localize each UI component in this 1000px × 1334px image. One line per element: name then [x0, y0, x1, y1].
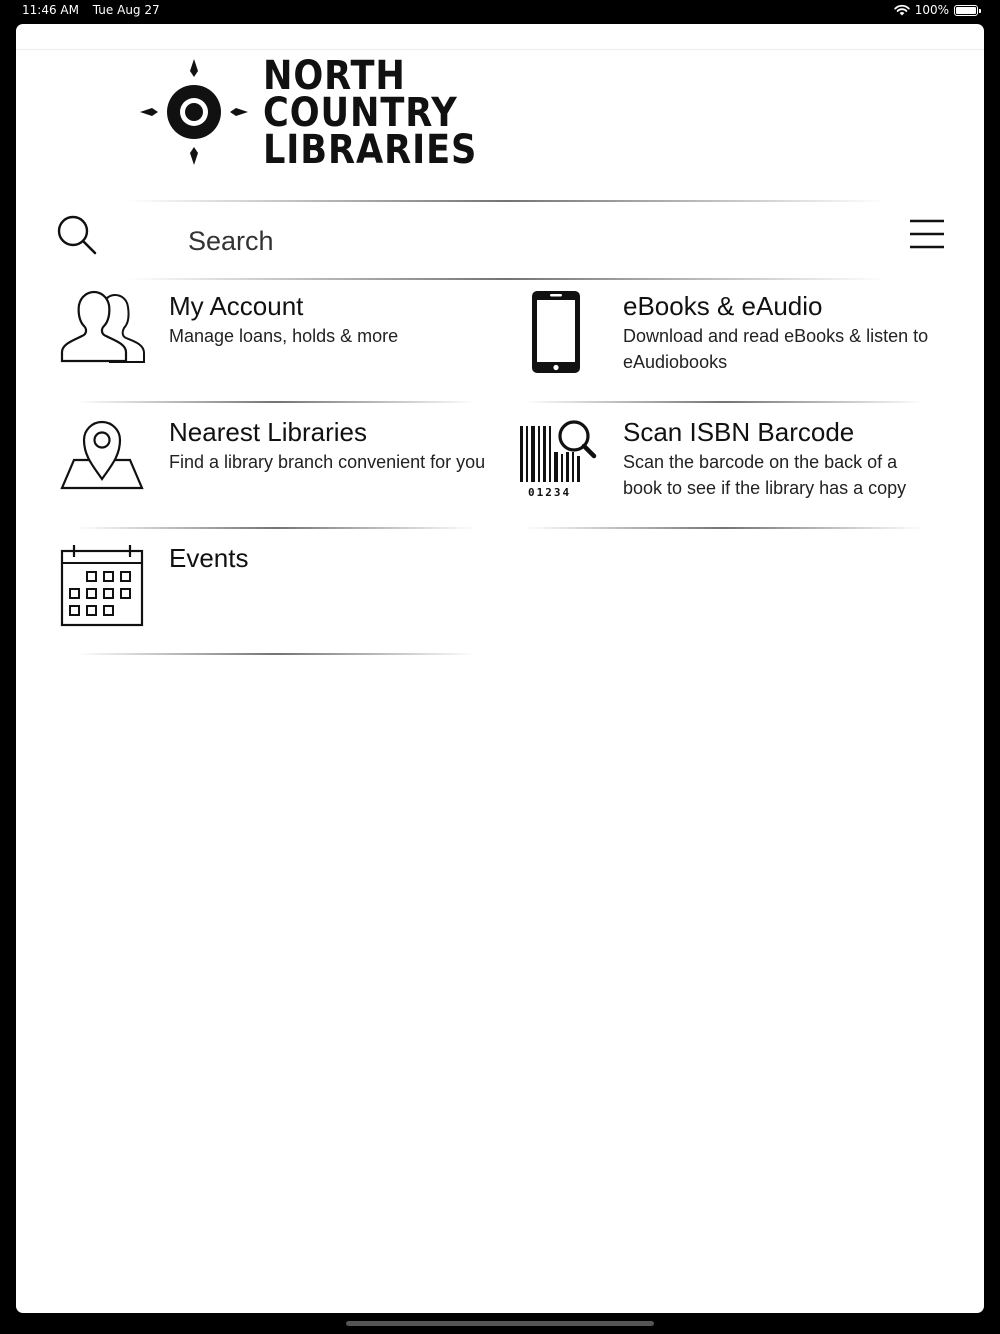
search-icon[interactable] — [56, 214, 98, 256]
tile-title: Nearest Libraries — [169, 417, 367, 447]
compass-logo-icon — [138, 57, 250, 167]
tile-description: Scan the barcode on the back of a book to see if the library has a copy — [623, 452, 907, 498]
tile-title: Events — [169, 543, 249, 573]
battery-icon — [954, 5, 978, 16]
wifi-icon — [894, 4, 910, 16]
logo-line-3: LIBRARIES — [263, 127, 478, 173]
users-icon — [60, 290, 146, 364]
tile-divider — [524, 401, 924, 403]
search-divider — [126, 278, 886, 280]
tile-ebooks-eaudio[interactable] — [510, 286, 950, 400]
status-bar — [0, 0, 1000, 22]
barcode-digits: 01234 — [528, 486, 572, 499]
app-window — [16, 24, 984, 1313]
header-divider — [126, 200, 886, 202]
top-divider — [16, 49, 984, 50]
tile-scan-isbn-barcode[interactable] — [510, 412, 950, 526]
tile-divider — [524, 527, 924, 529]
battery-percent: 100% — [914, 3, 949, 17]
tile-events[interactable] — [56, 538, 496, 652]
calendar-icon — [60, 543, 144, 627]
tile-description: Download and read eBooks & listen to eAudiobooks — [623, 326, 929, 372]
tile-nearest-libraries[interactable] — [56, 412, 496, 526]
barcode-scan-icon — [518, 416, 598, 500]
tile-title: Scan ISBN Barcode — [623, 417, 855, 447]
battery-level — [956, 7, 976, 14]
tile-divider — [76, 527, 476, 529]
tile-title: My Account — [169, 291, 304, 321]
logo-line-1: NORTH — [263, 53, 406, 99]
home-indicator[interactable] — [346, 1321, 654, 1326]
tile-title: eBooks & eAudio — [623, 291, 823, 321]
tile-description: Find a library branch convenient for you — [169, 452, 486, 472]
tile-my-account[interactable] — [56, 286, 496, 400]
tablet-icon — [530, 289, 582, 375]
status-time: 11:46 AM — [22, 3, 79, 17]
search-input[interactable] — [174, 219, 802, 263]
logo-line-2: COUNTRY — [263, 90, 458, 136]
status-date: Tue Aug 27 — [92, 3, 160, 17]
tile-divider — [76, 401, 476, 403]
map-pin-icon — [60, 416, 144, 490]
tile-divider — [76, 653, 476, 655]
logo-wordmark — [263, 53, 478, 173]
tile-description: Manage loans, holds & more — [169, 326, 399, 346]
hamburger-menu-icon[interactable] — [908, 218, 946, 250]
